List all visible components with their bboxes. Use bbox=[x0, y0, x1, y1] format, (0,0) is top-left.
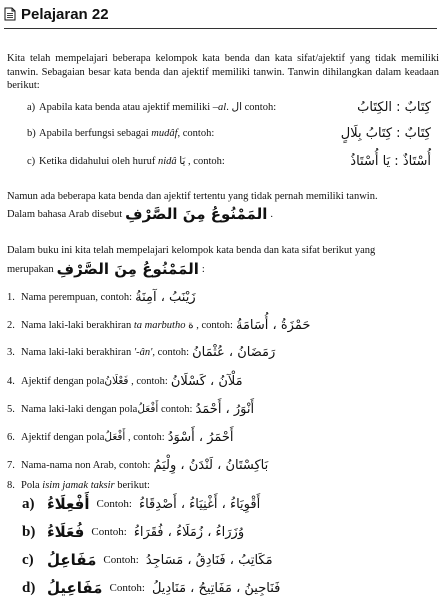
case-text-after: , contoh: bbox=[177, 127, 215, 139]
list-text: Ajektif dengan pola bbox=[21, 431, 105, 443]
list-number: 2. bbox=[7, 319, 15, 331]
case-italic: –al bbox=[212, 101, 227, 113]
list-item bbox=[7, 372, 439, 390]
pattern-item bbox=[22, 578, 442, 598]
case-text-after: يَا , contoh: bbox=[176, 156, 225, 167]
list-number: 5. bbox=[7, 403, 15, 415]
pattern-label: c) bbox=[22, 551, 34, 568]
list-text: Nama perempuan, contoh: bbox=[21, 291, 133, 303]
list-text: Nama laki-laki berakhiran bbox=[21, 346, 134, 358]
list-number: 3. bbox=[7, 346, 15, 358]
page-header bbox=[4, 3, 109, 25]
case-label: a) bbox=[27, 101, 36, 113]
pattern-examples: أَقْوِيَاءُ ، أَغْنِيَاءُ ، أَصْدِقَاءُ bbox=[138, 496, 261, 512]
list-item bbox=[7, 400, 439, 418]
paragraph-3-end: : bbox=[201, 263, 205, 275]
paragraph-3-text: merupakan bbox=[7, 263, 54, 275]
list-number: 4. bbox=[7, 375, 15, 387]
arabic-term: المَمْنُوعُ مِنَ الصَّرْفِ bbox=[125, 205, 268, 223]
pattern-contoh: Contoh: bbox=[96, 498, 132, 510]
case-example: كِتَابٌ : الكِتَابُ bbox=[357, 99, 431, 115]
list-text: Nama-nama non Arab, contoh: bbox=[21, 459, 151, 471]
list-text: Nama laki-laki dengan pola bbox=[21, 403, 138, 415]
pattern-label: a) bbox=[22, 495, 35, 512]
paragraph-2-line-1: Namun ada beberapa kata benda dan ajektif tertentu yang tidak pernah memiliki tanwin. bbox=[7, 191, 378, 202]
case-text: Apabila berfungsi sebagai bbox=[39, 127, 152, 139]
list-item bbox=[7, 316, 439, 334]
list-example: حَمْزَةُ ، أُسَامَةُ bbox=[235, 317, 311, 333]
pattern-examples: مَكَاتِبُ ، فَنَادِقُ ، مَسَاجِدُ bbox=[145, 552, 273, 568]
pattern-word: فُعَلَاءُ bbox=[47, 523, 85, 541]
list-text-after: أَفْعَلُ contoh: bbox=[137, 404, 193, 415]
list-text-after: فَعْلَانُ , contoh: bbox=[104, 376, 168, 387]
list-text-after: أَفْعَلُ , contoh: bbox=[104, 432, 165, 443]
case-item bbox=[27, 98, 439, 116]
case-italic: nidâ bbox=[157, 155, 177, 167]
pattern-item bbox=[22, 550, 442, 570]
paragraph-3-line-2 bbox=[7, 260, 439, 278]
list-italic: '-ân' bbox=[133, 346, 153, 358]
list-number: 7. bbox=[7, 459, 15, 471]
list-item bbox=[7, 428, 439, 446]
case-label: b) bbox=[27, 127, 36, 139]
case-example: كِتَابٌ : كِتَابُ بِلَالٍ bbox=[340, 125, 431, 141]
list-text: Nama laki-laki berakhiran bbox=[21, 319, 134, 331]
paragraph-3-line-1: Dalam buku ini kita telah mempelajari kelompok kata benda dan kata sifat berikut yang bbox=[7, 245, 376, 256]
list-example: مَلْآنُ ، كَسْلَانُ bbox=[170, 373, 243, 389]
pattern-label: b) bbox=[22, 523, 36, 540]
case-text-after: . ال contoh: bbox=[226, 102, 277, 113]
intro-paragraph: Kita telah mempelajari beberapa kelompok kata benda dan kata sifat/ajektif yang tidak memiliki tanwin. Sebagaian besar kata benda dan ajektif memiliki tanwin. Tanwin dihilangkan dalam keadaan berikut: bbox=[7, 53, 439, 91]
list-number: 8. bbox=[7, 479, 15, 491]
list-text-after: , contoh: bbox=[152, 346, 190, 358]
page-title: Pelajaran 22 bbox=[21, 5, 109, 23]
list-italic: ta marbutho bbox=[133, 319, 186, 331]
list-item bbox=[7, 343, 439, 361]
arabic-term: المَمْنُوعُ مِنَ الصَّرْفِ bbox=[56, 260, 199, 278]
list-item bbox=[7, 288, 439, 306]
pattern-contoh: Contoh: bbox=[103, 554, 139, 566]
pattern-examples: وُزَرَاءُ ، زُمَلَاءُ ، فُقَرَاءُ bbox=[133, 524, 245, 540]
paragraph-2-text: Dalam bahasa Arab disebut bbox=[7, 208, 123, 220]
pattern-word: مَفَاعِلُ bbox=[47, 551, 97, 569]
paragraph-2-end: . bbox=[270, 208, 273, 220]
list-number: 6. bbox=[7, 431, 15, 443]
pattern-examples: فَنَاجِينُ ، مَفَاتِيحُ ، مَنَادِيلُ bbox=[151, 580, 281, 596]
list-text-after: berikut: bbox=[114, 479, 150, 491]
case-italic: mudâf bbox=[151, 127, 178, 139]
pattern-label: d) bbox=[22, 579, 36, 596]
list-text-after: ة , contoh: bbox=[185, 320, 233, 331]
list-example: أَحْمَرُ ، أَسْوَدُ bbox=[167, 429, 234, 445]
list-example: زَيْنَبُ ، آمِنَةُ bbox=[135, 289, 196, 305]
list-example: بَاكِسْتَانُ ، لَنْدَنُ ، وِلْيَمُ bbox=[153, 457, 269, 473]
case-item bbox=[27, 124, 439, 142]
list-text: Pola bbox=[21, 479, 43, 491]
pattern-item bbox=[22, 494, 442, 514]
list-italic: isim jamak taksir bbox=[42, 479, 115, 491]
document-icon bbox=[4, 7, 16, 21]
case-text: Apabila kata benda atau ajektif memiliki bbox=[39, 101, 213, 113]
case-text: Ketika didahului oleh huruf bbox=[39, 155, 158, 167]
list-example: رَمَضَانُ ، عُثْمَانُ bbox=[192, 344, 276, 360]
pattern-contoh: Contoh: bbox=[91, 526, 127, 538]
list-item bbox=[7, 476, 439, 494]
list-item bbox=[7, 456, 439, 474]
pattern-item bbox=[22, 522, 442, 542]
list-number: 1. bbox=[7, 291, 15, 303]
case-item bbox=[27, 152, 439, 170]
pattern-contoh: Contoh: bbox=[109, 582, 145, 594]
list-text: Ajektif dengan pola bbox=[21, 375, 105, 387]
case-example: أُسْتَاذٌ : يَا أُسْتَاذُ bbox=[350, 153, 431, 169]
list-example: أَنْوَرُ ، أَحْمَدُ bbox=[195, 401, 255, 417]
header-divider bbox=[4, 28, 437, 29]
pattern-word: مَفَاعِيلُ bbox=[47, 579, 103, 597]
paragraph-2-line-2 bbox=[7, 205, 439, 223]
pattern-word: أَفْعِلَاءُ bbox=[47, 495, 90, 513]
case-label: c) bbox=[27, 155, 36, 167]
